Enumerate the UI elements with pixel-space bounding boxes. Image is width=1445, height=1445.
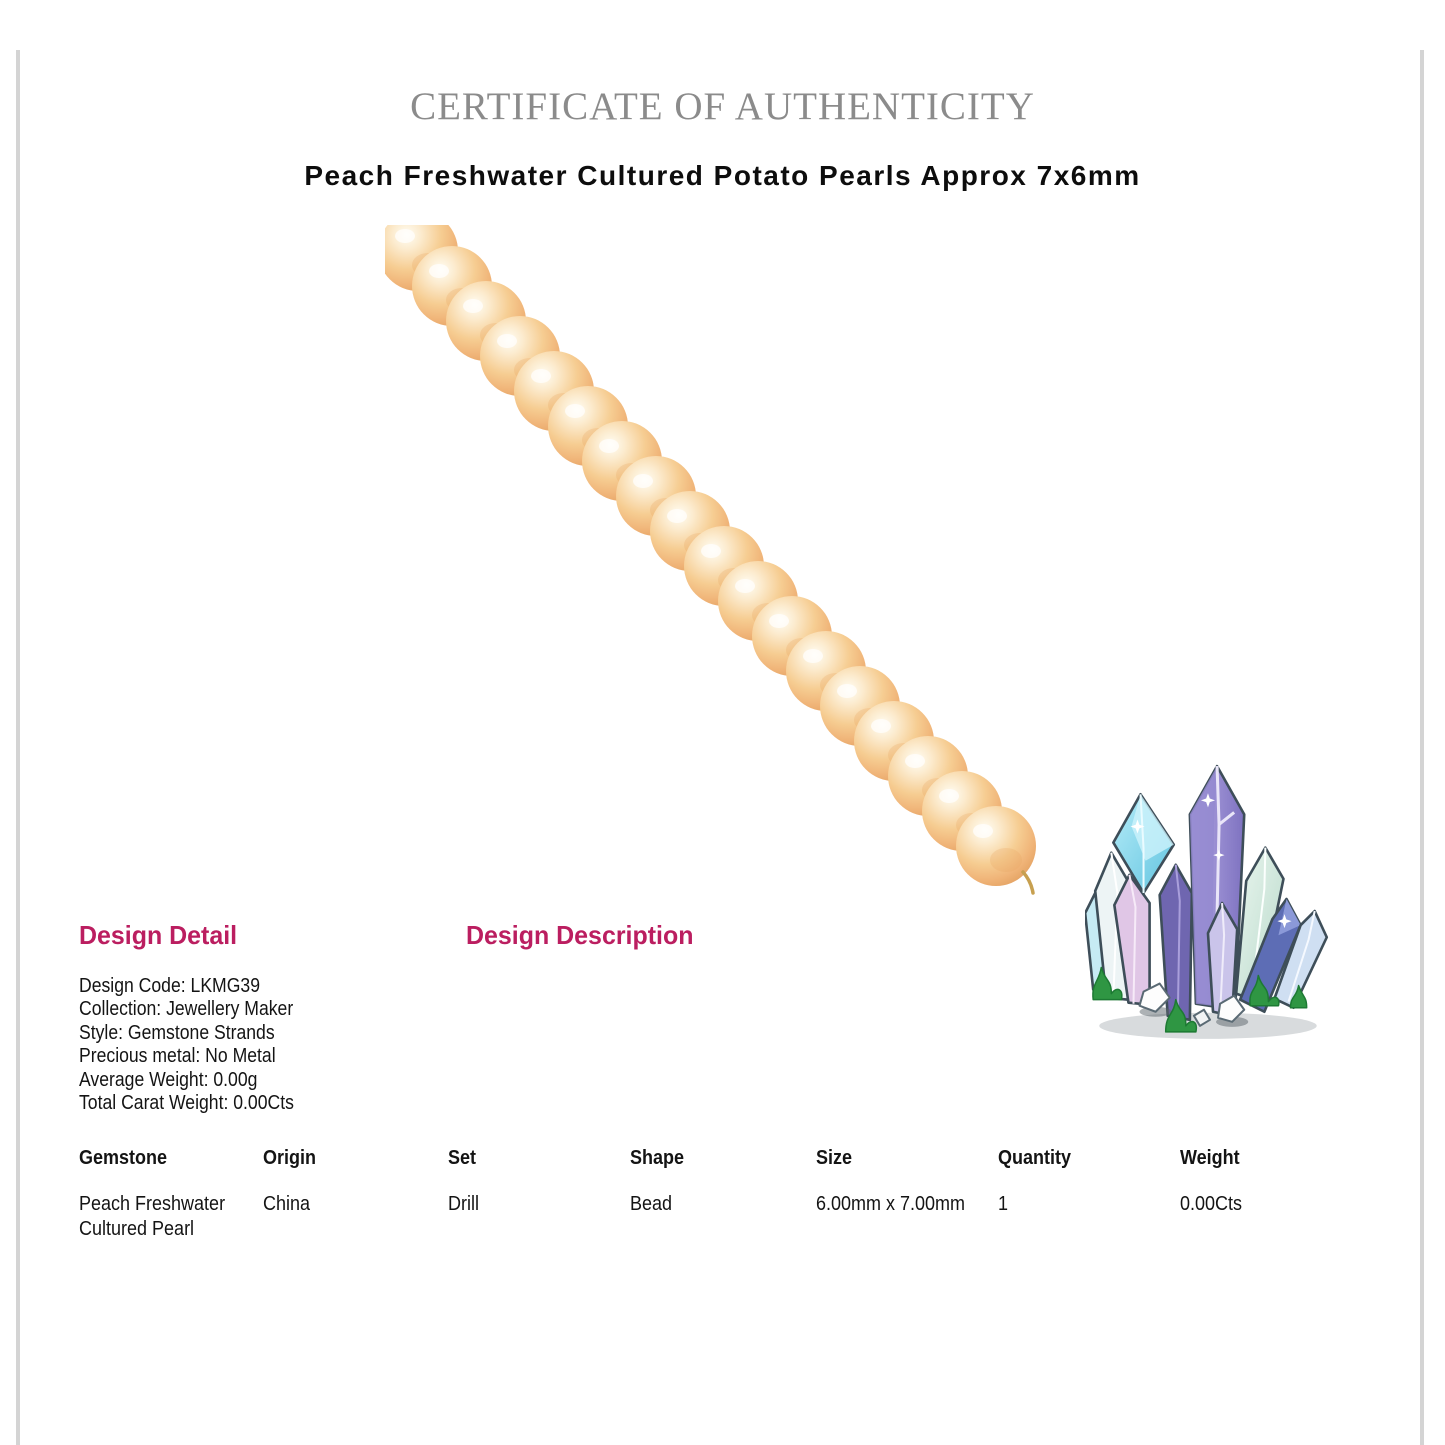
- gemstone-table-header-row: [79, 1146, 1389, 1170]
- strand-thread: [1023, 872, 1033, 893]
- column-header-origin: Origin: [263, 1147, 317, 1169]
- gemstone-table: [79, 1146, 1389, 1242]
- cell-set: Drill: [448, 1193, 479, 1215]
- gemstone-table-row: [79, 1192, 1389, 1242]
- cell-quantity: 1: [998, 1193, 1009, 1215]
- detail-line-total-carat-weight: Total Carat Weight: 0.00Cts: [79, 1092, 294, 1115]
- column-header-shape: Shape: [630, 1147, 685, 1169]
- column-header-size: Size: [816, 1147, 853, 1169]
- right-border-line: [1420, 50, 1424, 1445]
- cell-shape: Bead: [630, 1193, 673, 1215]
- design-detail-heading: Design Detail: [79, 920, 238, 950]
- design-description-heading: Design Description: [466, 920, 694, 950]
- left-border-line: [16, 50, 20, 1445]
- crystal-cluster-illustration: [1085, 752, 1337, 1049]
- cell-weight: 0.00Cts: [1180, 1193, 1243, 1215]
- cell-gemstone: Peach Freshwater Cultured Pearl: [79, 1193, 226, 1240]
- detail-line-style: Style: Gemstone Strands: [79, 1021, 275, 1044]
- page-title: CERTIFICATE OF AUTHENTICITY: [410, 85, 1035, 128]
- detail-line-average-weight: Average Weight: 0.00g: [79, 1068, 258, 1091]
- detail-line-precious-metal: Precious metal: No Metal: [79, 1045, 276, 1068]
- cell-size: 6.00mm x 7.00mm: [816, 1193, 966, 1215]
- column-header-weight: Weight: [1180, 1147, 1240, 1169]
- detail-line-collection: Collection: Jewellery Maker: [79, 998, 294, 1021]
- product-subtitle: Peach Freshwater Cultured Potato Pearls Approx 7x6mm: [304, 160, 1141, 191]
- column-header-set: Set: [448, 1147, 477, 1169]
- crystal-shards: [1085, 766, 1327, 1020]
- pearl-strand: [385, 225, 1036, 886]
- cell-origin: China: [263, 1193, 311, 1215]
- column-header-gemstone: Gemstone: [79, 1147, 168, 1169]
- detail-line-design-code: Design Code: LKMG39: [79, 975, 260, 997]
- pearl-strand-photo: [385, 225, 1050, 910]
- design-detail-lines: [79, 975, 294, 1115]
- column-header-quantity: Quantity: [998, 1147, 1072, 1169]
